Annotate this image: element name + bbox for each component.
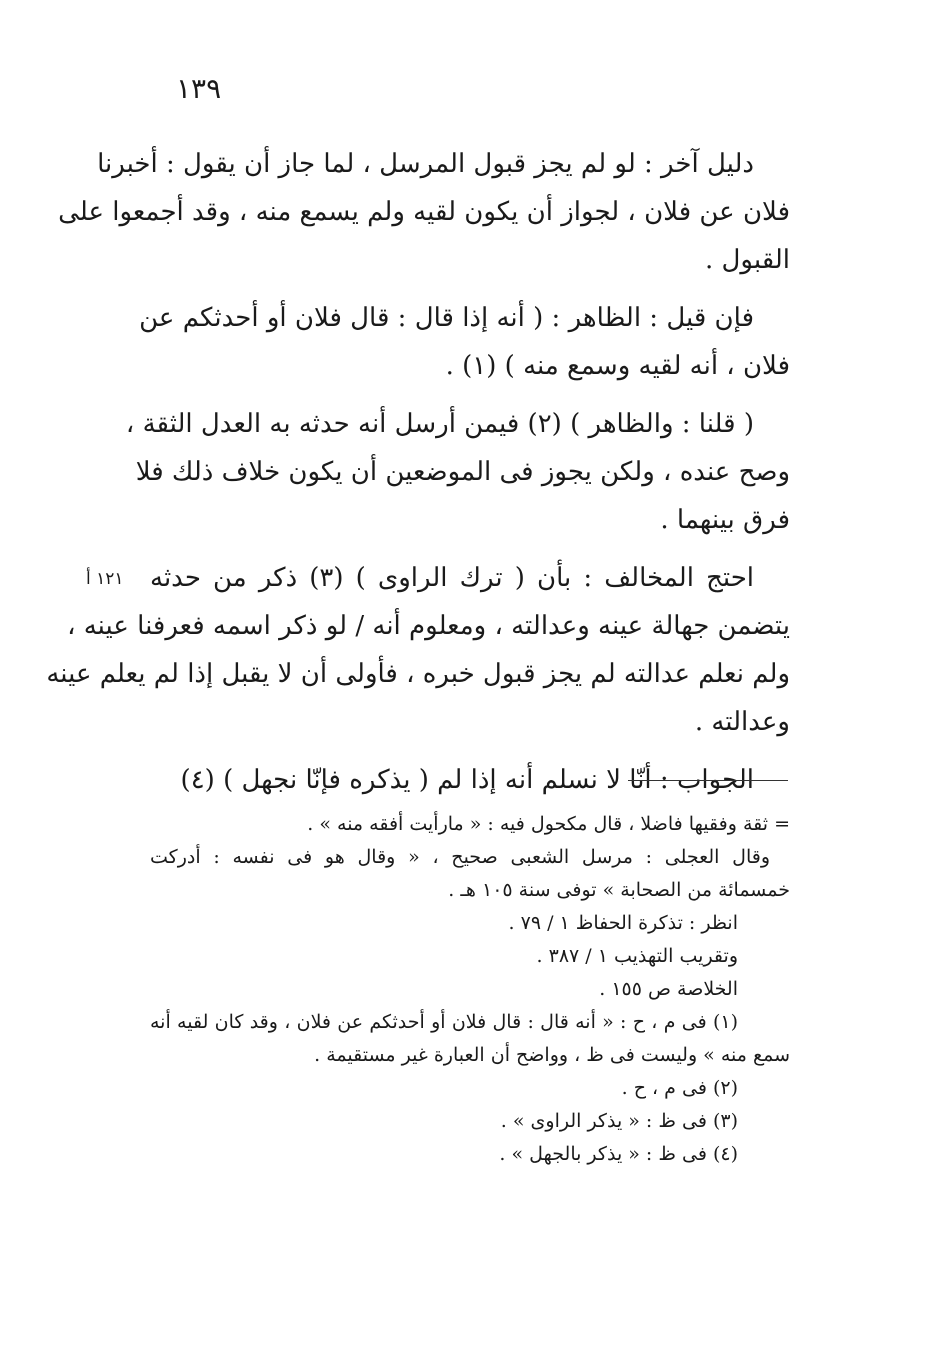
text-line: احتج المخالف : بأن ( ترك الراوى ) (٣) ذكر من حدثه [150, 563, 754, 593]
footnote-continuation: = ثقة وفقيها فاضلا ، قال مكحول فيه : « مارأيت أفقه منه » . [307, 813, 790, 835]
text-line: فلان عن فلان ، لجواز أن يكون لقيه ولم يسمع منه ، وقد أجمعوا على [58, 197, 790, 227]
footnote-4: (٤) فى ظ : « يذكر بالجهل » . [499, 1143, 738, 1165]
text-line: ( قلنا : والظاهر ) (٢) فيمن أرسل أنه حدثه به العدل الثقة ، [125, 409, 754, 439]
page-number: ١٣٩ [176, 72, 222, 105]
margin-folio-note: ١٢١ أ [86, 569, 124, 589]
text-line: ولم نعلم عدالته لم يجز قبول خبره ، فأولى أن لا يقبل إذا لم يعلم عينه [46, 659, 790, 689]
footnote-reference: الخلاصة ص ١٥٥ . [599, 978, 738, 1000]
text-line: فإن قيل : الظاهر : ( أنه إذا قال : قال فلان أو أحدثكم عن [139, 303, 754, 333]
text-line: القبول . [705, 245, 790, 275]
paragraph-3 [125, 400, 790, 544]
text-line: دليل آخر : لو لم يجز قبول المرسل ، لما جاز أن يقول : أخبرنا [97, 149, 754, 179]
footnote-1: (١) فى م ، ح : « أنه قال : قال فلان أو أحدثكم عن فلان ، وقد كان لقيه أنه [150, 1011, 738, 1033]
paragraph-1 [58, 140, 790, 284]
text-line: وعدالته . [694, 707, 790, 737]
footnote-2: (٢) فى م ، ح . [621, 1077, 738, 1099]
footnote-continuation: خمسمائة من الصحابة » توفى سنة ١٠٥ هـ . [448, 879, 790, 901]
footnote-continuation: وقال العجلى : مرسل الشعبى صحيح ، « وقال هو فى نفسه : أدركت [150, 846, 770, 868]
text-line: فرق بينهما . [660, 505, 790, 535]
footnote-reference: انظر : تذكرة الحفاظ ١ / ٧٩ . [508, 912, 738, 934]
text-line: الجواب : أنّا لا نسلم أنه إذا لم ( يذكره فإنّا نجهل ) (٤) [180, 765, 754, 795]
text-line: يتضمن جهالة عينه وعدالته ، ومعلوم أنه / لو ذكر اسمه فعرفنا عينه ، [67, 611, 790, 641]
text-line: وصح عنده ، ولكن يجوز فى الموضعين أن يكون خلاف ذلك فلا [135, 457, 790, 487]
footnotes [150, 808, 790, 1171]
paragraph-2 [139, 294, 790, 390]
footnote-divider [628, 780, 788, 781]
footnote-reference: وتقريب التهذيب ١ / ٣٨٧ . [536, 945, 738, 967]
text-line: فلان ، أنه لقيه وسمع منه ) (١) . [445, 351, 790, 381]
footnote-1-continued: سمع منه » وليست فى ظ ، وواضح أن العبارة غير مستقيمة . [314, 1044, 790, 1066]
footnote-3: (٣) فى ظ : « يذكر الراوى » . [500, 1110, 738, 1132]
